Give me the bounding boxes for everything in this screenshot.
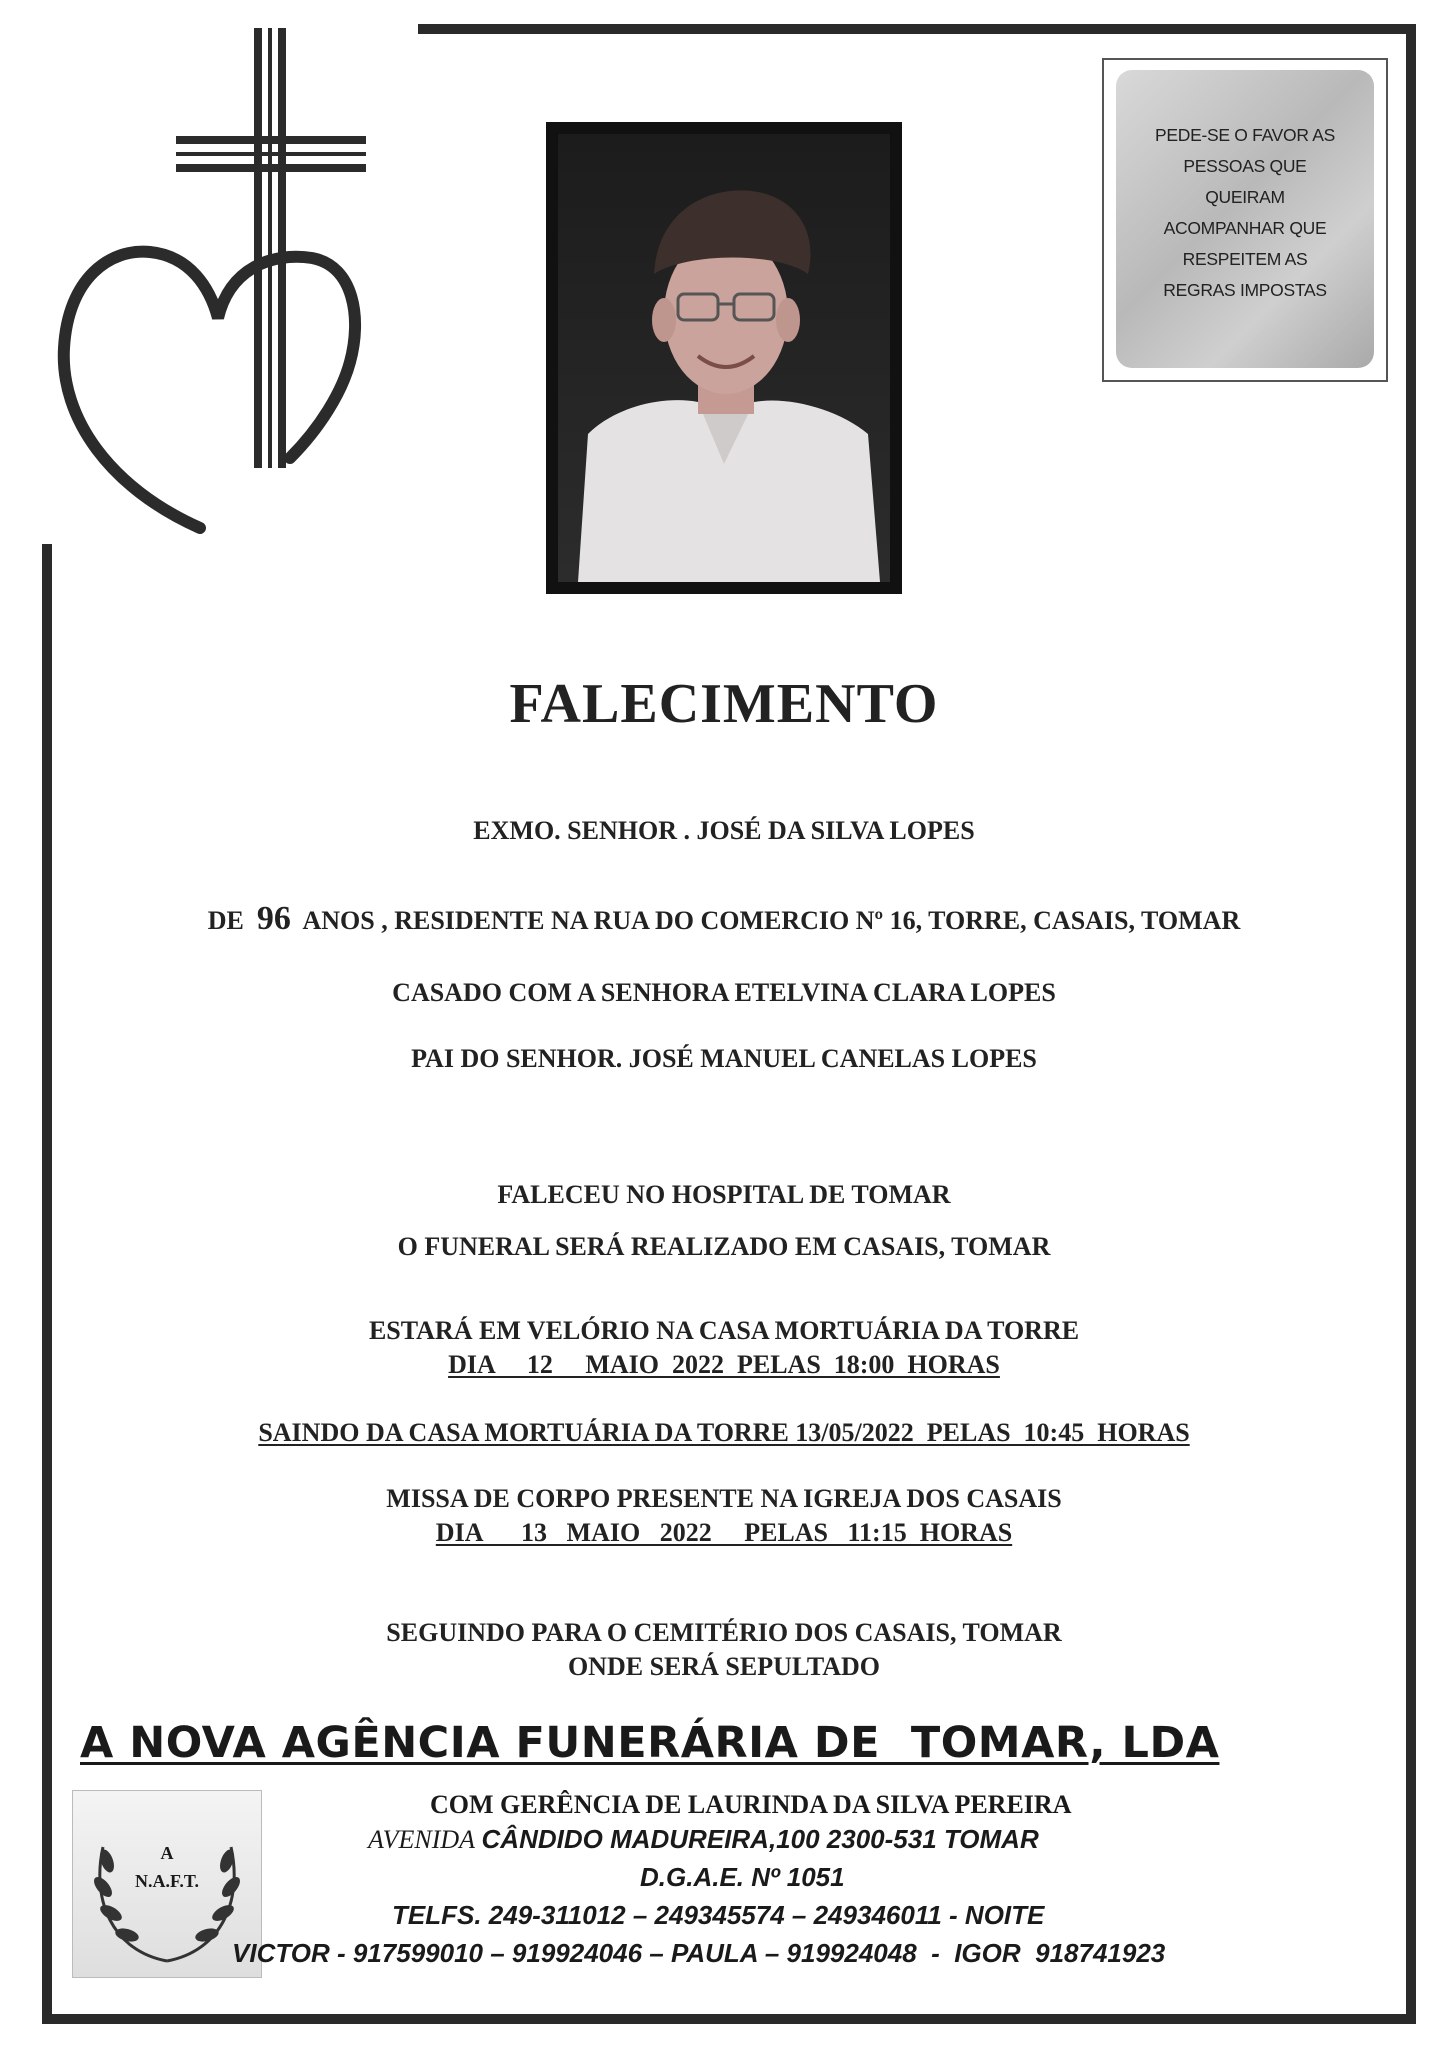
address-text: CÂNDIDO MADUREIRA,100 2300-531 TOMAR xyxy=(481,1824,1039,1854)
mass-line: MISSA DE CORPO PRESENTE NA IGREJA DOS CASAIS xyxy=(386,1484,1062,1513)
agency-address xyxy=(368,1824,1039,1855)
departure-line: SAINDO DA CASA MORTUÁRIA DA TORRE 13/05/2022 PELAS 10:45 HORAS xyxy=(258,1418,1190,1447)
address-prefix: AVENIDA xyxy=(368,1825,476,1854)
notice-box xyxy=(1102,58,1388,382)
age-suffix: ANOS , RESIDENTE NA RUA DO COMERCIO Nº 16, TORRE, CASAIS, TOMAR xyxy=(302,906,1241,935)
deceased-age-residence xyxy=(0,900,1448,938)
father-line: PAI DO SENHOR. JOSÉ MANUEL CANELAS LOPES xyxy=(411,1044,1037,1073)
portrait-image xyxy=(558,134,890,582)
agency-management: COM GERÊNCIA DE LAURINDA DA SILVA PEREIRA xyxy=(430,1790,1072,1819)
frame-bottom-bar xyxy=(42,2014,1416,2024)
mass-date: DIA 13 MAIO 2022 PELAS 11:15 HORAS xyxy=(435,1518,1013,1547)
logo-text: N.A.F.T. xyxy=(134,1871,199,1891)
page-title: FALECIMENTO xyxy=(509,673,939,735)
portrait-photo xyxy=(546,122,902,594)
agency-dgae: D.G.A.E. Nº 1051 xyxy=(640,1862,845,1892)
wake-line: ESTARÁ EM VELÓRIO NA CASA MORTUÁRIA DA TORRE xyxy=(368,1316,1080,1345)
funeral-place: O FUNERAL SERÁ REALIZADO EM CASAIS, TOMAR xyxy=(397,1232,1051,1261)
wake-date: DIA 12 MAIO 2022 PELAS 18:00 HORAS xyxy=(448,1350,1000,1379)
notice-text: PEDE-SE O FAVOR AS PESSOAS QUE QUEIRAM ACOMPANHAR QUE RESPEITEM AS REGRAS IMPOSTAS xyxy=(1154,125,1336,300)
burial-line: ONDE SERÁ SEPULTADO xyxy=(567,1652,881,1681)
age-value: 96 xyxy=(256,900,291,937)
cemetery-line: SEGUINDO PARA O CEMITÉRIO DOS CASAIS, TOMAR xyxy=(386,1618,1062,1647)
notice-plaque xyxy=(1116,70,1374,368)
died-at: FALECEU NO HOSPITAL DE TOMAR xyxy=(497,1180,951,1209)
agency-name-text: A NOVA AGÊNCIA FUNERÁRIA DE TOMAR, LDA xyxy=(80,1718,1220,1768)
agency-contacts: VICTOR - 917599010 – 919924046 – PAULA – 919924048 - IGOR 918741923 xyxy=(232,1938,1166,1968)
agency-name xyxy=(80,1718,1380,1768)
frame-top-bar xyxy=(418,24,1416,34)
frame-right-bar xyxy=(1406,24,1416,2024)
agency-phones: TELFS. 249-311012 – 249345574 – 249346011 - NOITE xyxy=(392,1900,1045,1930)
age-prefix: DE xyxy=(207,906,244,935)
frame-left-bar xyxy=(42,544,52,2024)
deceased-name: EXMO. SENHOR . JOSÉ DA SILVA LOPES xyxy=(473,816,975,845)
cross-heart-icon xyxy=(50,18,370,538)
logo-letter: A xyxy=(160,1843,174,1863)
spouse-line: CASADO COM A SENHORA ETELVINA CLARA LOPES xyxy=(392,978,1056,1007)
